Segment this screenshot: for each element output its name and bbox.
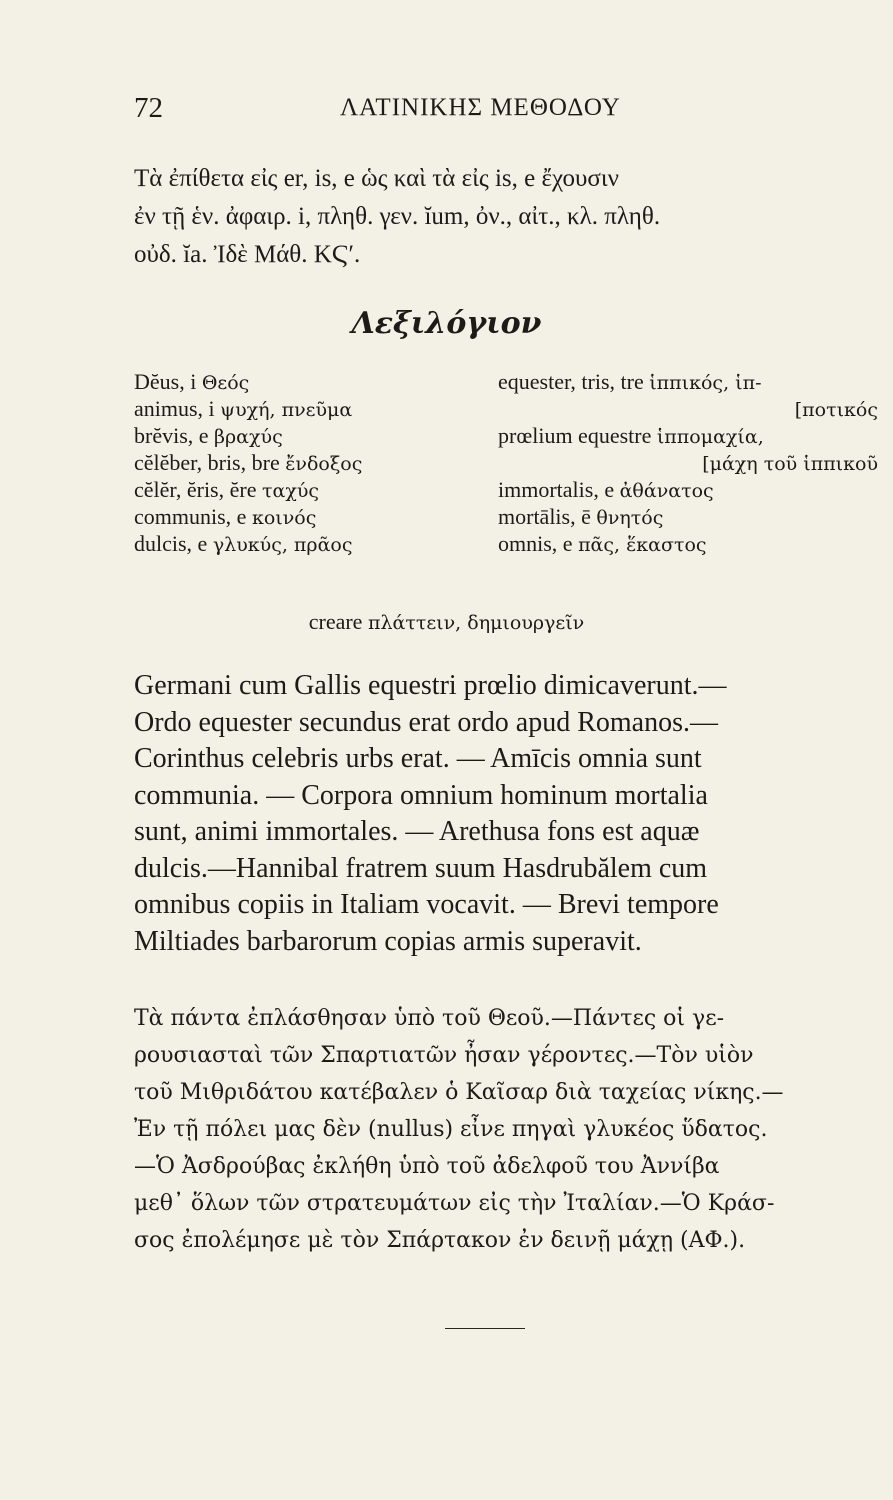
latin-exercise-line: communia. — Corpora omnium hominum mortalia [134,779,708,811]
grammar-note [134,160,879,274]
greek-exercise-line: —Ὁ Ἀσδρούβας ἐκλήθη ὑπὸ τοῦ ἀδελφοῦ του Ἀννίβα [134,1154,720,1179]
vocabulary-entry: cĕlĕber, bris, bre ἔνδοξος [134,450,363,475]
vocabulary-entry: animus, i ψυχή, πνεῦμα [134,396,353,421]
latin-exercise-line: dulcis.—Hannibal fratrem suum Hasdrubălem cum [134,852,708,884]
running-title: ΛΑΤΙΝΙΚΗΣ ΜΕΘΟΔΟΥ [340,94,621,121]
vocabulary-entry: Dĕus, i Θεός [134,369,250,394]
latin-exercise [134,668,879,960]
vocabulary-entry: brĕvis, e βραχύς [134,423,283,448]
grammar-note-line: ἐν τῇ ἑν. ἀφαιρ. i, πληθ. γεν. ĭum, ὀν., αἰτ., κλ. πληθ. [134,203,661,230]
vocabulary-entry: prœlium equestre ἱππομαχία, [498,423,764,448]
end-rule [445,1328,525,1329]
greek-exercise [134,1000,879,1259]
page-number: 72 [134,92,163,124]
vocabulary-entry: cĕlĕr, ĕris, ĕre ταχύς [134,477,320,502]
vocabulary-entry-continuation: [ποτικός [794,399,878,421]
vocabulary-column-right [498,368,878,557]
greek-exercise-line: Ἐν τῇ πόλει μας δὲν (nullus) εἶνε πηγαὶ γλυκέος ὕδατος. [134,1117,768,1142]
vocabulary-entry: equester, tris, tre ἱππικός, ἱπ- [498,369,762,394]
vocabulary-entry-continuation: [μάχη τοῦ ἱππικοῦ [702,453,878,475]
vocabulary-entry: dulcis, e γλυκύς, πρᾶος [134,531,353,556]
latin-exercise-line: Ordo equester secundus erat ordo apud Romanos.— [134,706,718,738]
latin-exercise-line: sunt, animi immortales. — Arethusa fons est aquæ [134,816,700,847]
vocabulary-column-left [134,368,474,557]
vocabulary-heading: Λεξιλόγιον [351,306,542,341]
latin-exercise-line: omnibus copiis in Italiam vocavit. — Brevi tempore [134,889,719,920]
greek-exercise-line: μεθ᾽ ὅλων τῶν στρατευμάτων εἰς τὴν Ἰταλίαν.—Ὁ Κράσ- [134,1191,775,1216]
latin-exercise-line: Germani cum Gallis equestri prœlio dimicaverunt.— [134,670,727,701]
greek-exercise-line: τοῦ Μιθριδάτου κατέβαλεν ὁ Καῖσαρ διὰ ταχείας νίκης.— [134,1080,784,1105]
latin-exercise-line: Miltiades barbarorum copias armis superavit. [134,925,642,957]
grammar-note-line: Τὰ ἐπίθετα εἰς er, is, e ὡς καὶ τὰ εἰς is, e ἔχουσιν [134,165,619,192]
greek-exercise-line: σος ἐπολέμησε μὲ τὸν Σπάρτακον ἐν δεινῇ μάχῃ (ΑΦ.). [134,1228,746,1253]
vocabulary-entry: immortalis, e ἀθάνατος [498,477,714,502]
greek-exercise-line: Τὰ πάντα ἐπλάσθησαν ὑπὸ τοῦ Θεοῦ.—Πάντες οἱ γε- [134,1006,725,1031]
latin-exercise-line: Corinthus celebris urbs erat. — Amīcis omnia sunt [134,743,702,774]
greek-exercise-line: ρουσιασταὶ τῶν Σπαρτιατῶν ἦσαν γέροντες.—Τὸν υἱὸν [134,1043,754,1068]
vocabulary-entry-centered: creare πλάττειν, δημιουργεῖν [308,609,585,634]
page-header [0,92,893,132]
grammar-note-line: οὐδ. ĭa. Ἰδὲ Μάθ. ΚϚʹ. [134,241,361,268]
vocabulary-entry: mortālis, ē θνητός [498,504,664,529]
vocabulary-entry: communis, e κοινός [134,504,317,529]
vocabulary-entry: omnis, e πᾶς, ἕκαστος [498,531,707,556]
